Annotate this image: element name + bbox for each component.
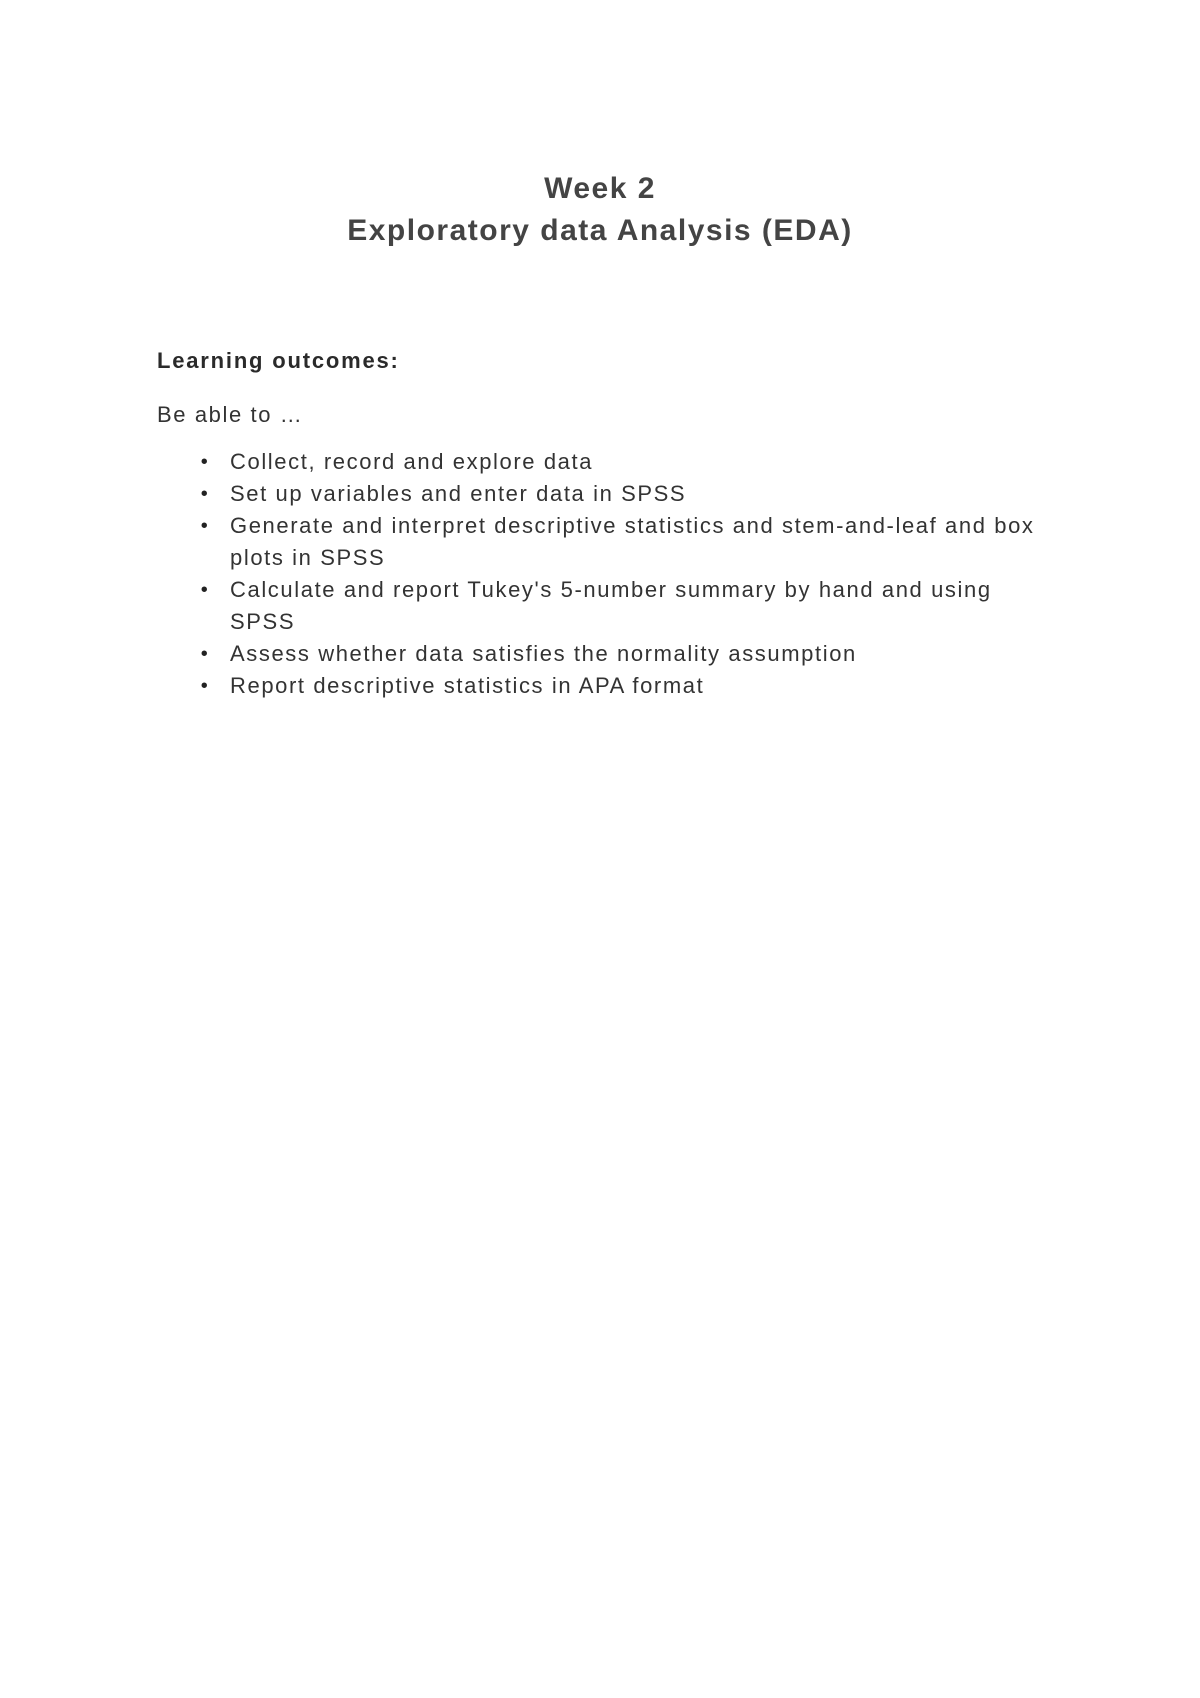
list-item <box>157 638 1057 670</box>
bullet-icon: • <box>200 515 210 537</box>
learning-outcomes-list <box>157 446 1057 702</box>
learning-outcomes-heading: Learning outcomes: <box>157 348 400 373</box>
list-item <box>157 574 1057 638</box>
outcome-text: Collect, record and explore data <box>230 449 594 474</box>
list-item <box>157 670 1057 702</box>
list-item <box>157 446 1057 478</box>
bullet-icon: • <box>200 579 210 601</box>
outcome-text: Assess whether data satisfies the normality assumption <box>230 641 857 666</box>
bullet-icon: • <box>200 483 210 505</box>
page-title-topic: Exploratory data Analysis (EDA) <box>347 214 853 247</box>
outcome-text: Report descriptive statistics in APA format <box>230 673 705 698</box>
bullet-icon: • <box>200 643 210 665</box>
outcome-text: Set up variables and enter data in SPSS <box>230 481 687 506</box>
page-title-week: Week 2 <box>544 172 656 205</box>
list-item <box>157 478 1057 510</box>
bullet-icon: • <box>200 675 210 697</box>
bullet-icon: • <box>200 451 210 473</box>
list-item <box>157 510 1057 574</box>
title-block <box>0 168 1200 252</box>
outcome-text: Calculate and report Tukey's 5-number summary by hand and using SPSS <box>230 577 992 634</box>
outcome-text: Generate and interpret descriptive statistics and stem-and-leaf and box plots in SPSS <box>230 513 1035 570</box>
intro-text: Be able to … <box>157 402 304 427</box>
